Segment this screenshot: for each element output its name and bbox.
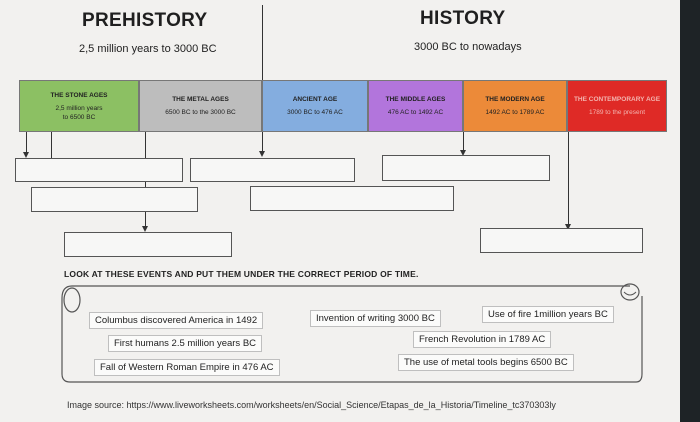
connector-line [26,132,27,154]
era-name: THE CONTEMPORARY AGE [573,96,661,103]
era-name: THE METAL AGES [172,96,229,103]
instruction-text: LOOK AT THESE EVENTS AND PUT THEM UNDER THE CORRECT PERIOD OF TIME. [64,269,419,279]
era-name: THE MIDDLE AGES [385,96,446,103]
event-first-humans[interactable]: First humans 2.5 million years BC [108,335,262,352]
era-range: 1789 to the present [588,109,645,116]
prehistory-title: PREHISTORY [82,10,208,31]
answer-box-1[interactable] [15,158,183,182]
answer-box-5[interactable] [382,155,550,181]
history-subtitle: 3000 BC to nowadays [414,41,522,53]
connector-line [568,132,569,226]
answer-box-4[interactable] [250,186,454,211]
event-metal-tools[interactable]: The use of metal tools begins 6500 BC [398,354,574,371]
era-name: THE MODERN AGE [485,96,545,103]
era-name: ANCIENT AGE [292,96,338,103]
answer-box-2[interactable] [190,158,355,182]
era-name: THE STONE AGES [50,91,108,99]
era-metal-ages [139,80,262,132]
image-source: Image source: https://www.liveworksheets.com/worksheets/en/Social_Science/Etapas_de_la_Historia/Timeline_tc370303ly [67,400,556,410]
event-french-revolution[interactable]: French Revolution in 1789 AC [413,331,551,348]
event-roman-empire[interactable]: Fall of Western Roman Empire in 476 AC [94,359,280,376]
era-ancient-age [262,80,368,132]
era-contemporary-age [567,80,667,132]
prehistory-subtitle: 2,5 million years to 3000 BC [79,43,217,55]
connector-line [463,132,464,152]
down-arrow-icon [259,151,265,157]
event-writing[interactable]: Invention of writing 3000 BC [310,310,441,327]
history-title: HISTORY [420,8,506,29]
era-stone-ages [19,80,139,132]
era-middle-ages [368,80,463,132]
era-modern-age [463,80,567,132]
event-fire[interactable]: Use of fire 1million years BC [482,306,614,323]
era-range: 1492 AC to 1789 AC [485,109,545,116]
answer-box-6[interactable] [64,232,232,257]
era-range: 476 AC to 1492 AC [387,109,444,116]
answer-box-7[interactable] [480,228,643,253]
era-range: 2,5 million years to 6500 BC [55,104,103,121]
event-columbus[interactable]: Columbus discovered America in 1492 [89,312,263,329]
answer-box-3[interactable] [31,187,198,212]
era-range: 6500 BC to the 3000 BC [165,109,236,116]
era-range: 3000 BC to 476 AC [287,109,343,116]
